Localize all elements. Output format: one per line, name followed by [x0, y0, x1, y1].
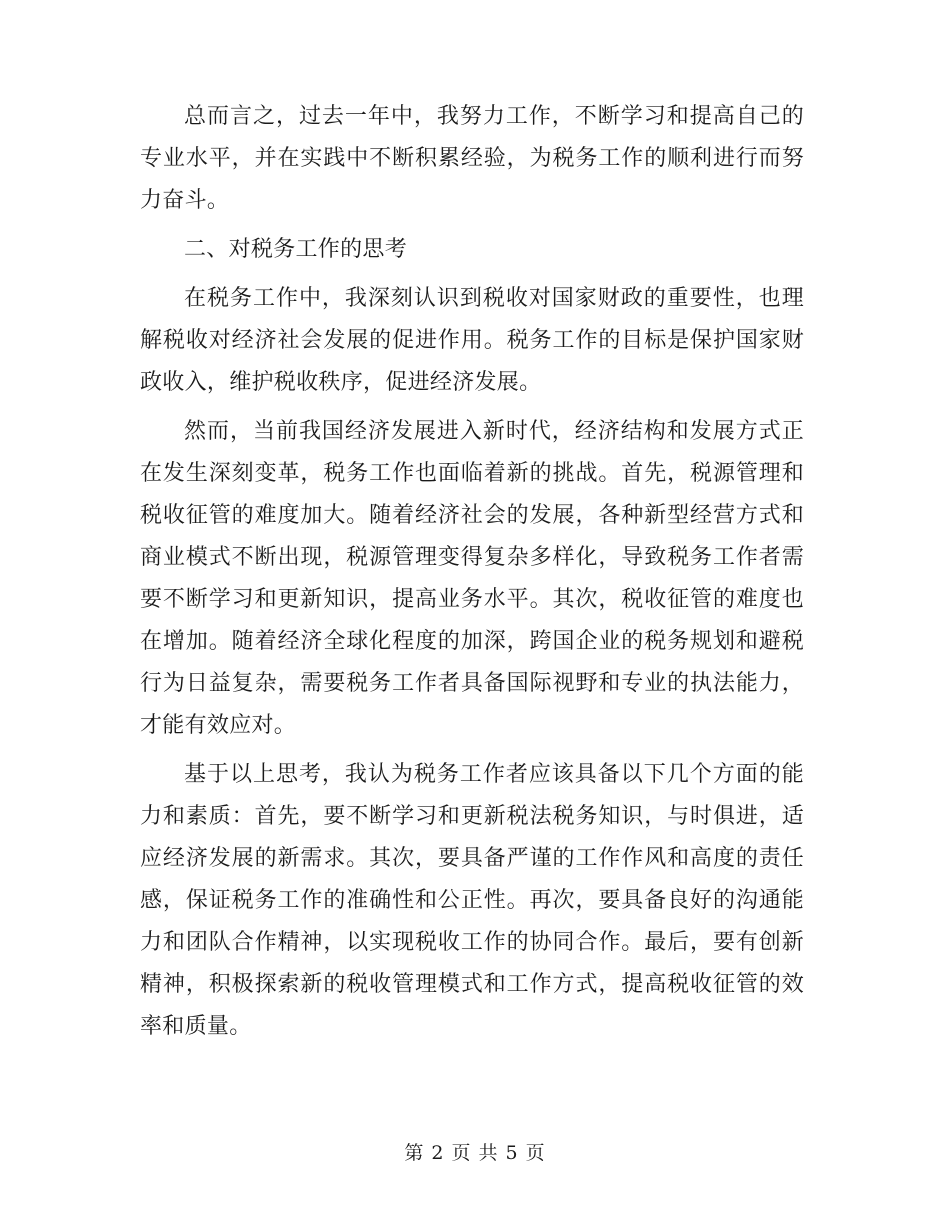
document-body	[140, 96, 804, 1055]
page-number-footer: 第 2 页 共 5 页	[404, 1142, 546, 1164]
paragraph-abilities: 基于以上思考，我认为税务工作者应该具备以下几个方面的能力和素质：首先，要不断学习和更新税法税务知识，与时俱进，适应经济发展的新需求。其次，要具备严谨的工作作风和高度的责任感，保证税务工作的准确性和公正性。再次，要具备良好的沟通能力和团队合作精神，以实现税收工作的协同合作。最后，要有创新精神，积极探索新的税收管理模式和工作方式，提高税收征管的效率和质量。	[140, 762, 804, 1039]
paragraph-challenges: 然而，当前我国经济发展进入新时代，经济结构和发展方式正在发生深刻变革，税务工作也面临着新的挑战。首先，税源管理和税收征管的难度加大。随着经济社会的发展，各种新型经营方式和商业模式不断出现，税源管理变得复杂多样化，导致税务工作者需要不断学习和更新知识，提高业务水平。其次，税收征管的难度也在增加。随着经济全球化程度的加深，跨国企业的税务规划和避税行为日益复杂，需要税务工作者具备国际视野和专业的执法能力，才能有效应对。	[140, 419, 804, 738]
paragraph-summary: 总而言之，过去一年中，我努力工作，不断学习和提高自己的专业水平，并在实践中不断积累经验，为税务工作的顺利进行而努力奋斗。	[140, 104, 804, 213]
paragraph-importance: 在税务工作中，我深刻认识到税收对国家财政的重要性，也理解税收对经济社会发展的促进作用。税务工作的目标是保护国家财政收入，维护税收秩序，促进经济发展。	[140, 286, 804, 395]
section-heading: 二、对税务工作的思考	[184, 237, 408, 262]
